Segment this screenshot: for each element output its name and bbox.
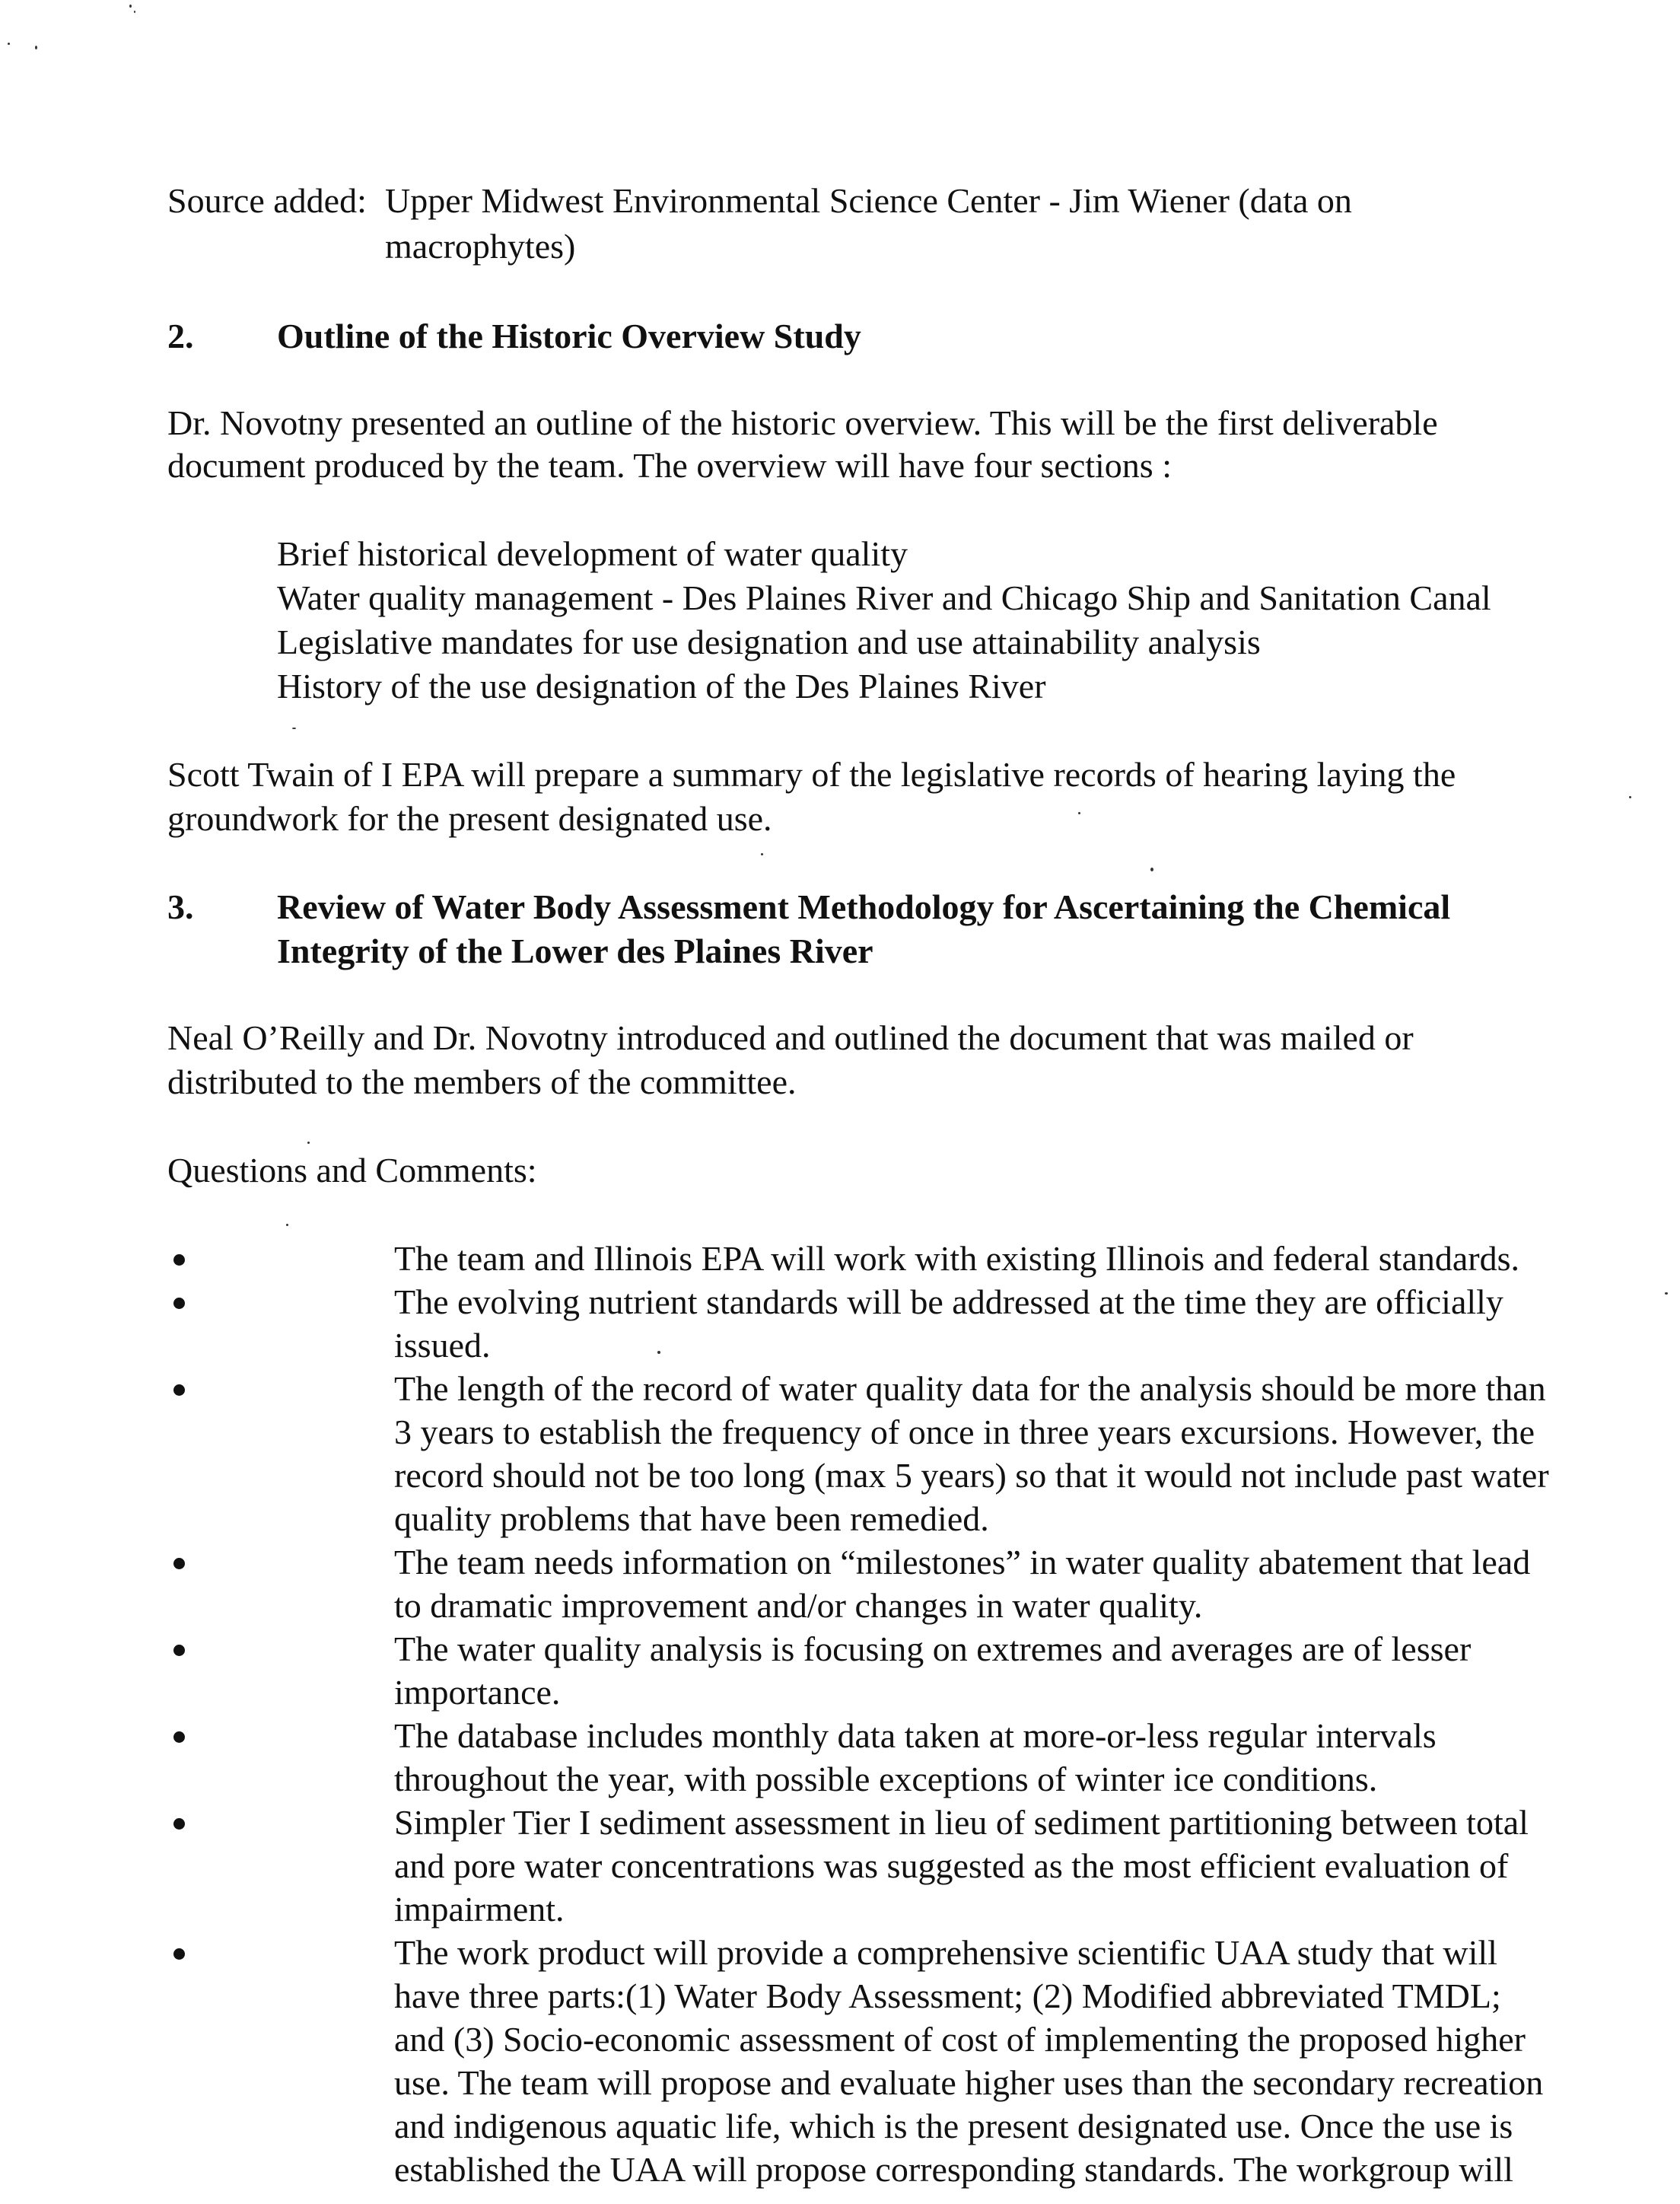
overview-section-item: Legislative mandates for use designation and use attainability analysis bbox=[277, 623, 1261, 661]
comment-line: to dramatic improvement and/or changes in water quality. bbox=[394, 1586, 1203, 1625]
comment-line: and pore water concentrations was suggested as the most efficient evaluation of bbox=[394, 1846, 1509, 1885]
scan-speck bbox=[8, 43, 10, 45]
source-added-text-cont: macrophytes) bbox=[385, 227, 576, 266]
comment-line: throughout the year, with possible exceptions of winter ice conditions. bbox=[394, 1760, 1378, 1798]
scan-speck bbox=[307, 1142, 310, 1144]
section-2-heading: Outline of the Historic Overview Study bbox=[277, 317, 861, 355]
bullet-icon bbox=[173, 1298, 185, 1309]
scan-speck bbox=[35, 46, 37, 49]
bullet-icon bbox=[173, 1948, 185, 1960]
section-3-heading-line: Integrity of the Lower des Plaines River bbox=[277, 932, 873, 970]
overview-section-item: Water quality management - Des Plaines River and Chicago Ship and Sanitation Canal bbox=[277, 578, 1491, 617]
bullet-icon bbox=[173, 1254, 185, 1266]
section-3-paragraph-line: Neal O’Reilly and Dr. Novotny introduced and outlined the document that was mailed or bbox=[167, 1018, 1414, 1057]
bullet-icon bbox=[173, 1645, 185, 1656]
source-added-label: Source added: bbox=[167, 181, 367, 220]
scan-speck bbox=[761, 853, 763, 855]
scan-speck bbox=[292, 728, 296, 729]
comment-line: The length of the record of water quality data for the analysis should be more than bbox=[394, 1369, 1546, 1408]
section-2-paragraph-2-line: Scott Twain of I EPA will prepare a summary of the legislative records of hearing laying the bbox=[167, 755, 1456, 794]
comment-line: The team needs information on “milestones” in water quality abatement that lead bbox=[394, 1543, 1531, 1581]
scan-speck bbox=[1150, 868, 1153, 871]
overview-section-item: Brief historical development of water quality bbox=[277, 534, 908, 573]
overview-section-item: History of the use designation of the Des Plaines River bbox=[277, 667, 1046, 705]
comment-line: quality problems that have been remedied. bbox=[394, 1499, 989, 1538]
scan-speck bbox=[1629, 796, 1631, 798]
scan-speck bbox=[1078, 812, 1080, 814]
comment-line: use. The team will propose and evaluate higher uses than the secondary recreation bbox=[394, 2063, 1544, 2102]
scan-speck bbox=[134, 11, 135, 13]
bullet-icon bbox=[173, 1818, 185, 1830]
comment-line: have three parts:(1) Water Body Assessment; (2) Modified abbreviated TMDL; bbox=[394, 1976, 1501, 2015]
section-3-paragraph-line: distributed to the members of the committee. bbox=[167, 1062, 797, 1101]
section-3-number: 3. bbox=[167, 887, 194, 926]
bullet-icon bbox=[173, 1384, 185, 1396]
comment-line: The team and Illinois EPA will work with existing Illinois and federal standards. bbox=[394, 1239, 1520, 1278]
comment-line: The water quality analysis is focusing on extremes and averages are of lesser bbox=[394, 1629, 1472, 1668]
scan-speck bbox=[129, 5, 132, 8]
scan-speck bbox=[286, 1224, 288, 1226]
comment-line: The evolving nutrient standards will be addressed at the time they are officially bbox=[394, 1282, 1503, 1321]
comment-line: and indigenous aquatic life, which is the present designated use. Once the use is bbox=[394, 2107, 1513, 2145]
bullet-icon bbox=[173, 1558, 185, 1569]
comment-line: importance. bbox=[394, 1673, 561, 1712]
comment-line: and (3) Socio-economic assessment of cost of implementing the proposed higher bbox=[394, 2020, 1526, 2059]
section-2-number: 2. bbox=[167, 317, 194, 355]
scan-speck bbox=[657, 1351, 660, 1354]
bullet-icon bbox=[173, 1731, 185, 1743]
section-3-heading-line: Review of Water Body Assessment Methodology for Ascertaining the Chemical bbox=[277, 887, 1451, 926]
comment-line: issued. bbox=[394, 1326, 491, 1365]
comment-line: established the UAA will propose corresponding standards. The workgroup will bbox=[394, 2150, 1513, 2189]
questions-comments-heading: Questions and Comments: bbox=[167, 1151, 537, 1190]
section-2-paragraph-line: document produced by the team. The overview will have four sections : bbox=[167, 446, 1172, 485]
source-added-text: Upper Midwest Environmental Science Center - Jim Wiener (data on bbox=[385, 181, 1352, 220]
comment-line: 3 years to establish the frequency of once in three years excursions. However, the bbox=[394, 1413, 1535, 1451]
scan-speck bbox=[1665, 1292, 1668, 1295]
comment-line: impairment. bbox=[394, 1890, 565, 1928]
comment-line: record should not be too long (max 5 years) so that it would not include past water bbox=[394, 1456, 1549, 1495]
comment-line: The database includes monthly data taken at more-or-less regular intervals bbox=[394, 1716, 1437, 1755]
comment-line: Simpler Tier I sediment assessment in lieu of sediment partitioning between total bbox=[394, 1803, 1529, 1842]
section-2-paragraph-line: Dr. Novotny presented an outline of the historic overview. This will be the first deliverable bbox=[167, 403, 1438, 442]
comment-line: The work product will provide a comprehensive scientific UAA study that will bbox=[394, 1933, 1497, 1972]
section-2-paragraph-2-line: groundwork for the present designated use. bbox=[167, 799, 772, 838]
